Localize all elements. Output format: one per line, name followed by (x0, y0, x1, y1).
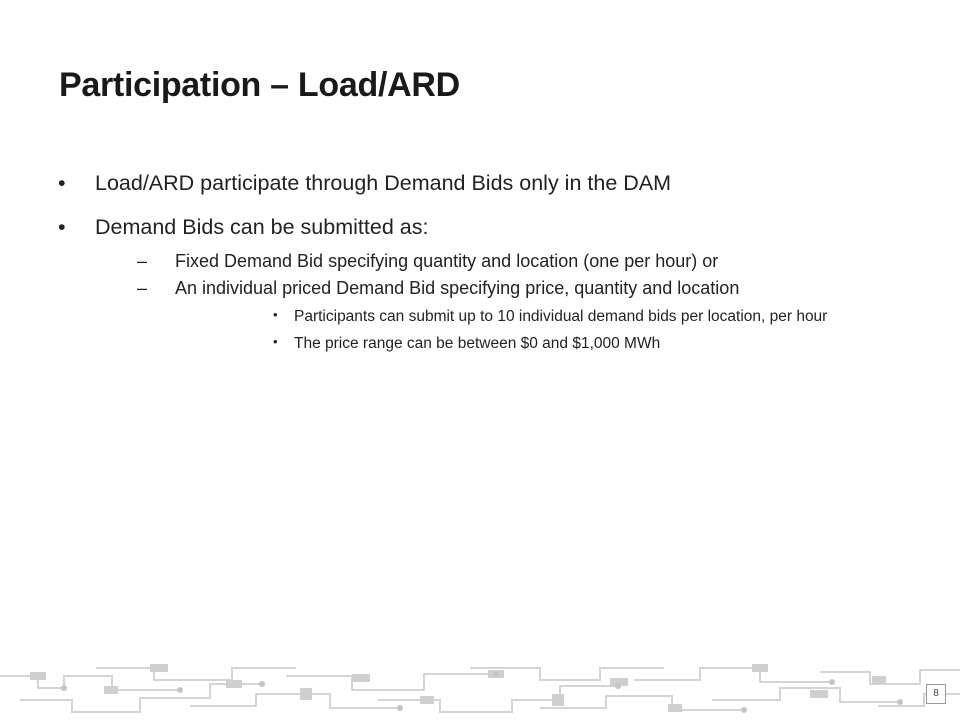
bullet-item (58, 214, 918, 355)
bullet-marker: • (273, 333, 278, 349)
bullet-marker: • (58, 171, 66, 195)
sub-bullet-item (95, 249, 918, 274)
dash-marker: – (137, 277, 148, 298)
sub-sub-bullet-list (175, 306, 918, 355)
slide-title: Participation – Load/ARD (59, 66, 460, 104)
bullet-text: Demand Bids can be submitted as: (95, 214, 429, 239)
sub-sub-bullet-item (175, 333, 918, 355)
sub-bullet-list (95, 249, 918, 356)
sub-sub-bullet-text: Participants can submit up to 10 individual demand bids per location, per hour (294, 308, 828, 326)
slide-content (58, 170, 918, 355)
sub-sub-bullet-text: The price range can be between $0 and $1,000 MWh (294, 334, 661, 352)
bullet-marker: • (58, 214, 66, 239)
page-number: 8 (926, 684, 946, 704)
bullet-text: Load/ARD participate through Demand Bids only in the DAM (95, 171, 672, 195)
sub-bullet-text: An individual priced Demand Bid specifying price, quantity and location (175, 277, 740, 298)
sub-bullet-item (95, 276, 918, 356)
dash-marker: – (137, 250, 148, 271)
circuit-pattern-icon (0, 660, 960, 720)
bullet-list (58, 170, 918, 355)
bullet-item (58, 170, 918, 197)
bullet-marker: • (273, 307, 278, 323)
sub-sub-bullet-item (175, 306, 918, 328)
sub-bullet-text: Fixed Demand Bid specifying quantity and location (one per hour) or (175, 250, 719, 271)
